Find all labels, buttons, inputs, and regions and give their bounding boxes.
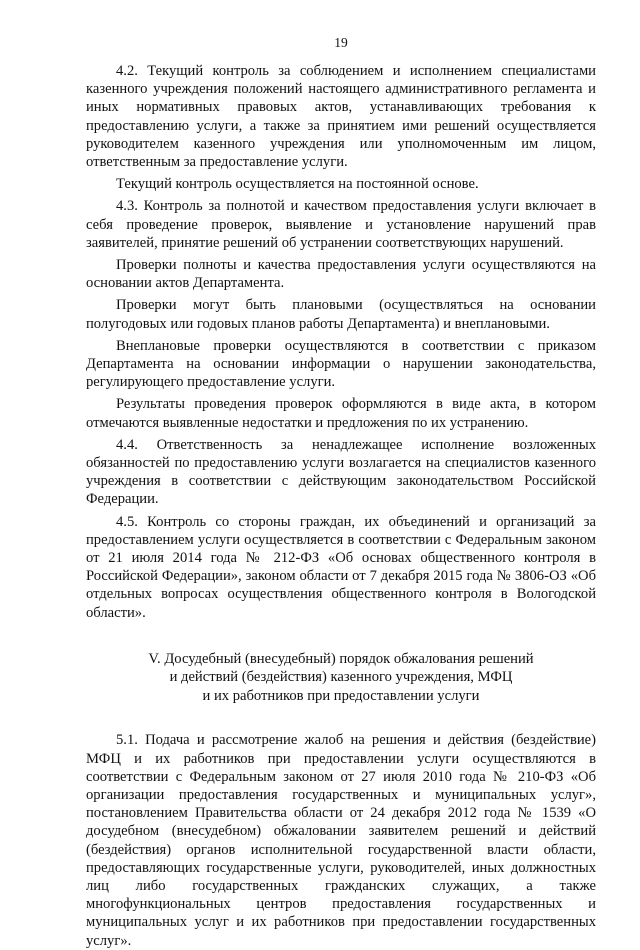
paragraph-4-4: 4.4. Ответственность за ненадлежащее исполнение возложенных обязанностей по предоставлению услуги возлагается на специалистов казенного учреждения в соответствии с действующим законодательством Российской Федерации.: [86, 436, 596, 508]
section-title-line: и их работников при предоставлении услуги: [202, 687, 480, 704]
section-title-line: V. Досудебный (внесудебный) порядок обжалования решений: [148, 650, 534, 667]
paragraph-unplanned-inspections: Внеплановые проверки осуществляются в соответствии с приказом Департамента на основании информации о нарушении законодательства, регулирующего предоставление услуги.: [86, 337, 596, 391]
paragraph-4-2: 4.2. Текущий контроль за соблюдением и исполнением специалистами казенного учреждения положений настоящего административного регламента и иных нормативных правовых актов, устанавливающих требования к предоставлению услуги, а также за принятием ими решений осуществляется руководителем казенного учреждения или уполномоченным им лицом, ответственным за предоставление услуги.: [86, 63, 596, 171]
paragraph-4-3: 4.3. Контроль за полнотой и качеством предоставления услуги включает в себя проведение проверок, выявление и установление нарушений прав заявителей, принятие решений об устранении соответствующих нарушений.: [86, 198, 596, 251]
paragraph-planned-inspections: Проверки могут быть плановыми (осуществляться на основании полугодовых или годовых планов работы Департамента) и внеплановыми.: [86, 297, 596, 332]
paragraph-4-5: 4.5. Контроль со стороны граждан, их объединений и организаций за предоставлением услуги осуществляется в соответствии с Федеральным законом от 21 июля 2014 года № 212-ФЗ «Об основах общественного контроля в Российской Федерации», законом области от 7 декабря 2015 года № 3806-ОЗ «Об отдельных вопросах осуществления общественного контроля в Вологодской области».: [86, 513, 596, 621]
paragraph-inspection-results: Результаты проведения проверок оформляются в виде акта, в котором отмечаются выявленные недостатки и предложения по их устранению.: [86, 396, 596, 431]
section-5-title: [86, 650, 596, 706]
page-number: 19: [334, 35, 348, 50]
paragraph-inspections-basis: Проверки полноты и качества предоставления услуги осуществляются на основании актов Департамента.: [86, 257, 596, 292]
paragraph-current-control: Текущий контроль осуществляется на постоянной основе.: [116, 176, 479, 193]
paragraph-5-1: 5.1. Подача и рассмотрение жалоб на решения и действия (бездействие) МФЦ и их работников при предоставлении услуги осуществляются в соответствии с Федеральным законом от 27 июля 2010 года № 210-ФЗ «Об организации предоставления государственных и муниципальных услуг», постановлением Правительства области от 24 декабря 2012 года № 1539 «О досудебном (внесудебном) обжаловании заявителем решений и действий (бездействия) органов исполнительной государственной власти области, предоставляющих государственные услуги, руководителей, иных должностных лиц либо государственных гражданских служащих, а также многофункциональных центров предоставления государственных и муниципальных услуг и их работников при предоставлении государственных услуг».: [86, 732, 596, 949]
section-title-line: и действий (бездействия) казенного учреждения, МФЦ: [169, 669, 513, 686]
